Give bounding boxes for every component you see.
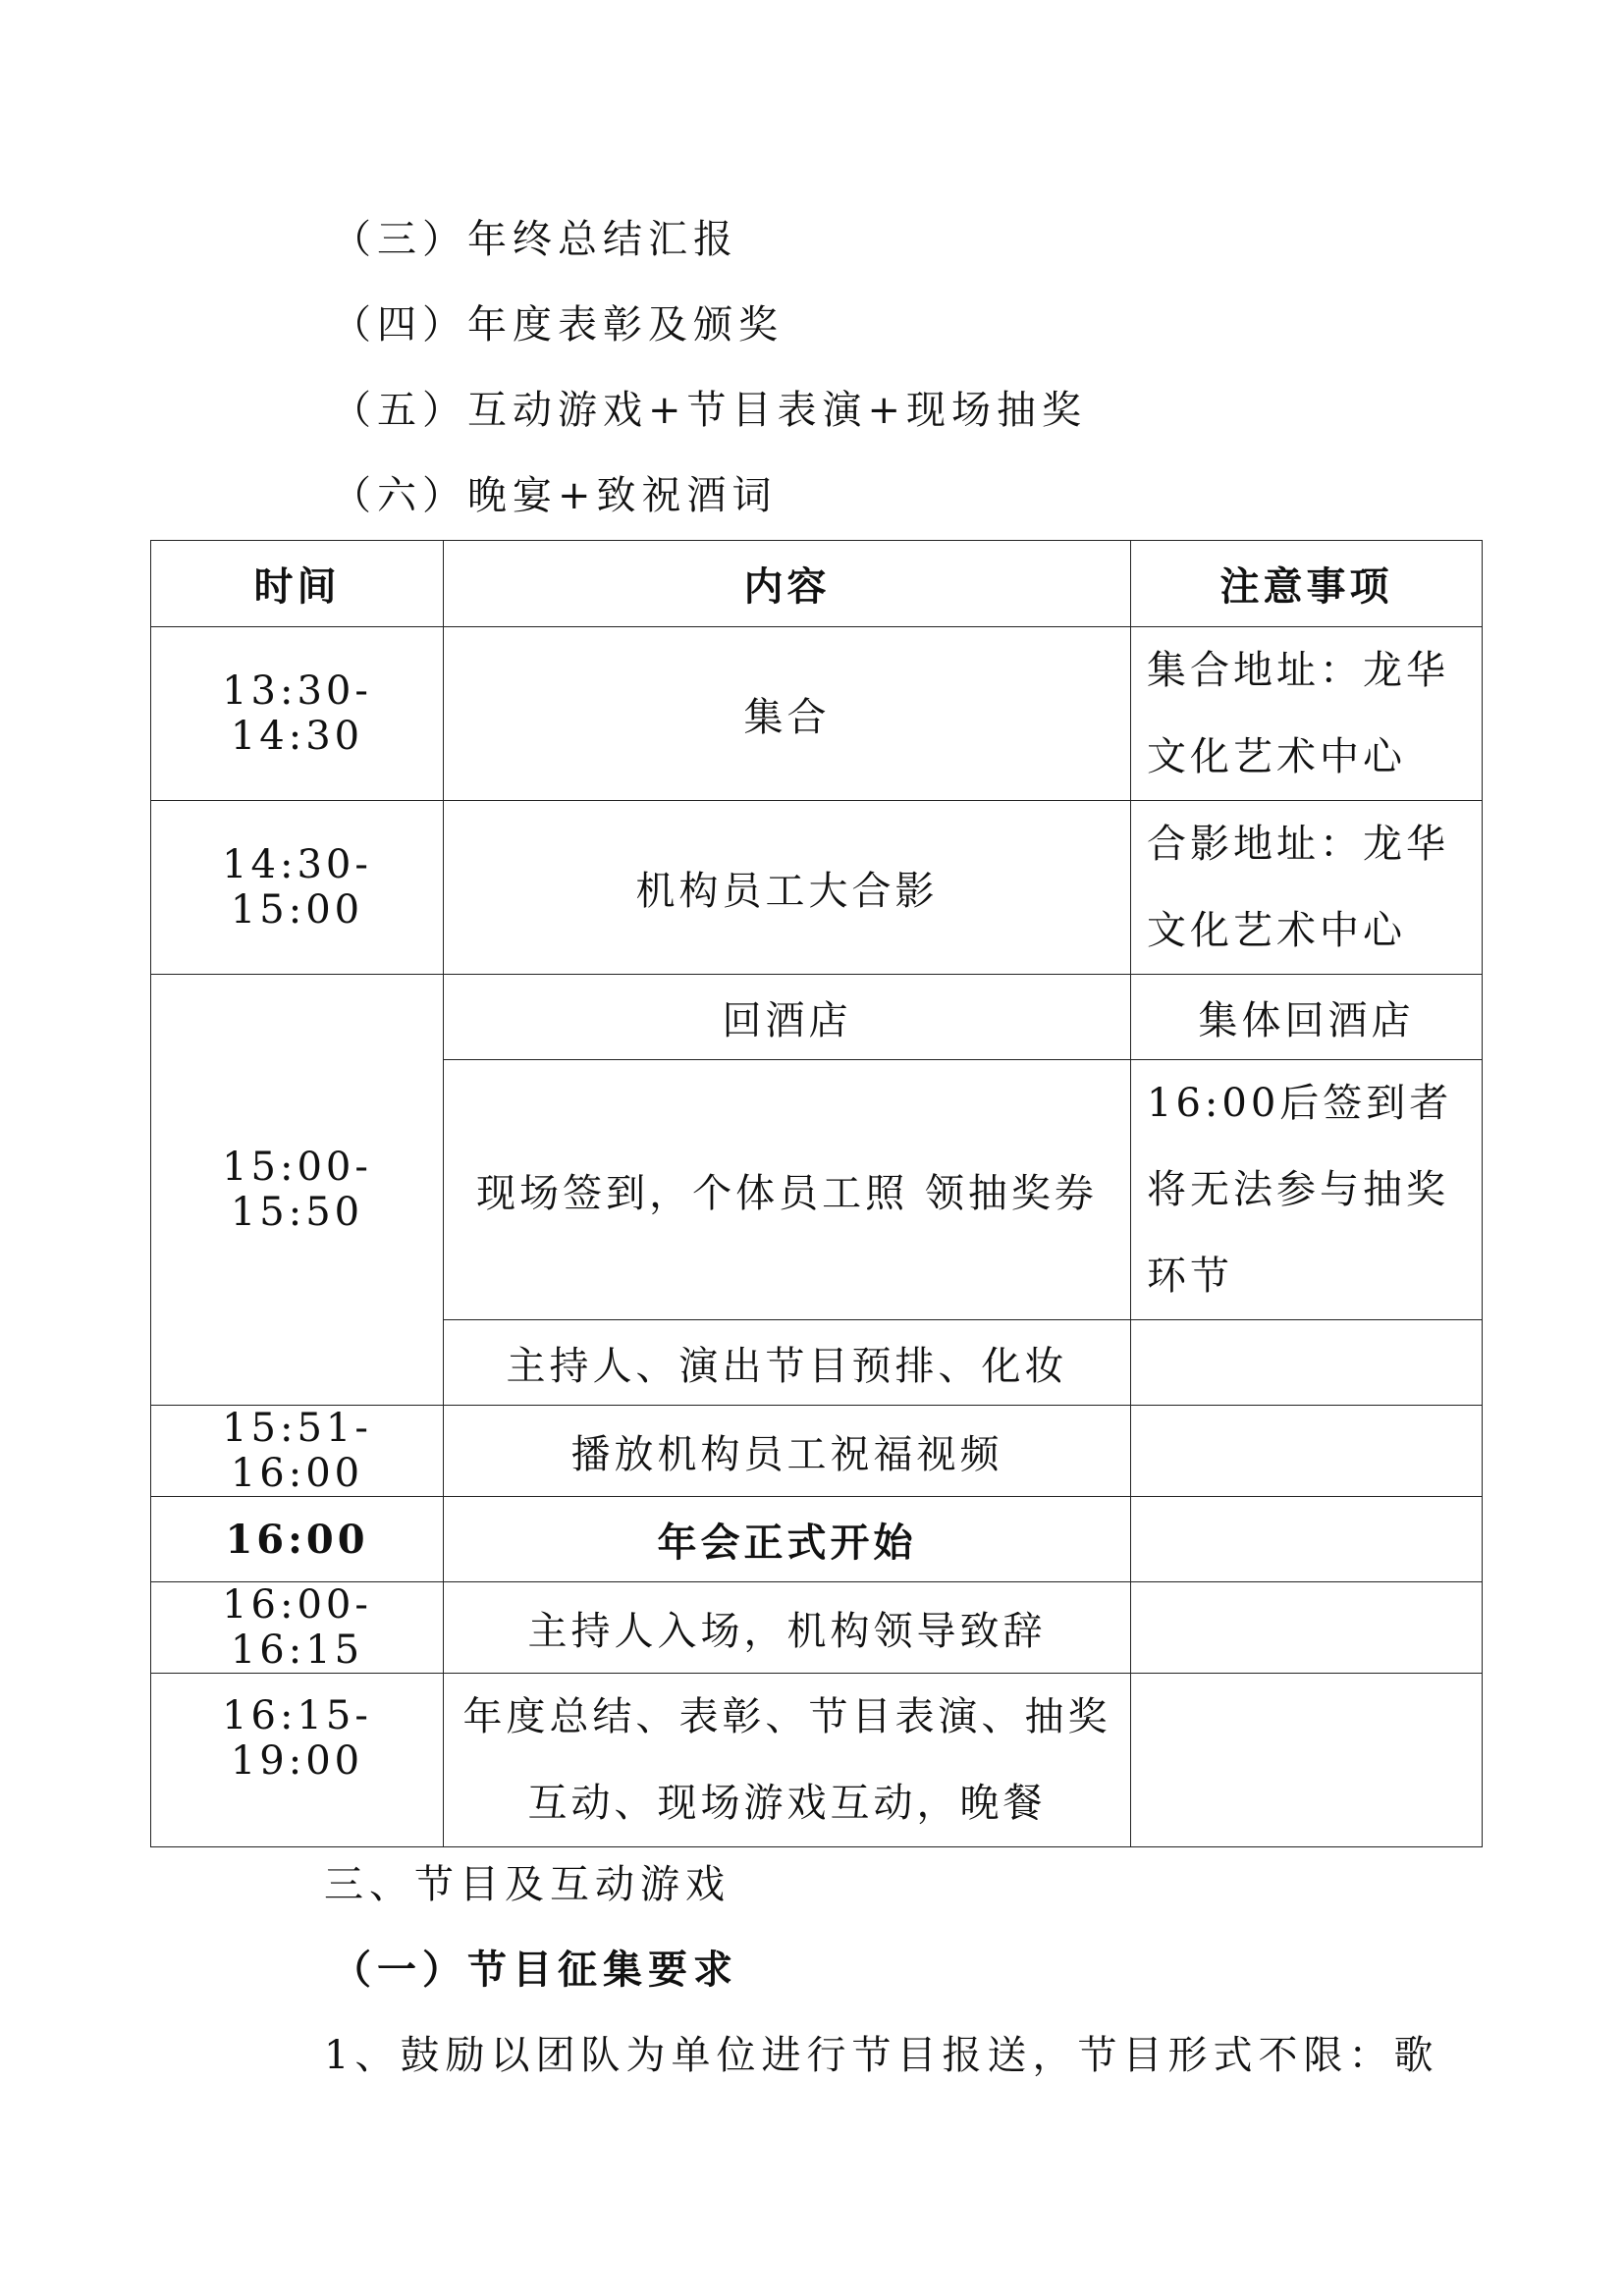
time-cell: 16:00-16:15 <box>151 1582 444 1674</box>
content-cell: 年度总结、表彰、节目表演、抽奖互动、现场游戏互动，晚餐 <box>444 1674 1131 1847</box>
note-cell: 集体回酒店 <box>1131 975 1483 1060</box>
schedule-table <box>150 540 1483 1847</box>
table-row <box>151 1406 1483 1497</box>
content-cell: 机构员工大合影 <box>444 801 1131 975</box>
table-row <box>151 1497 1483 1582</box>
note-cell <box>1131 1582 1483 1674</box>
time-cell: 15:51-16:00 <box>151 1406 444 1497</box>
table-row <box>151 1674 1483 1847</box>
content-cell: 年会正式开始 <box>444 1497 1131 1582</box>
table-row <box>151 1582 1483 1674</box>
table-row <box>151 627 1483 801</box>
table-header-row <box>151 541 1483 627</box>
table-row <box>151 801 1483 975</box>
content-cell: 主持人入场，机构领导致辞 <box>444 1582 1131 1674</box>
header-content: 内容 <box>444 541 1131 627</box>
header-notes: 注意事项 <box>1131 541 1483 627</box>
section-heading: 三、节目及互动游戏 <box>324 1862 731 1907</box>
note-cell: 合影地址：龙华文化艺术中心 <box>1131 801 1483 975</box>
note-cell <box>1131 1497 1483 1582</box>
agenda-item-5: （五）互动游戏+节目表演+现场抽奖 <box>332 388 1088 433</box>
time-cell: 15:00-15:50 <box>151 975 444 1406</box>
time-cell: 16:15-19:00 <box>151 1674 444 1847</box>
note-cell <box>1131 1320 1483 1406</box>
table-row <box>151 975 1483 1060</box>
agenda-item-3: （三）年终总结汇报 <box>332 217 738 262</box>
content-cell: 回酒店 <box>444 975 1131 1060</box>
note-cell <box>1131 1674 1483 1847</box>
content-cell: 主持人、演出节目预排、化妆 <box>444 1320 1131 1406</box>
agenda-item-6: （六）晚宴+致祝酒词 <box>332 473 778 518</box>
subsection-heading: （一）节目征集要求 <box>332 1947 738 1993</box>
agenda-item-4: （四）年度表彰及颁奖 <box>332 302 784 347</box>
header-time: 时间 <box>151 541 444 627</box>
note-cell: 16:00后签到者将无法参与抽奖环节 <box>1131 1060 1483 1320</box>
content-cell: 播放机构员工祝福视频 <box>444 1406 1131 1497</box>
note-cell: 集合地址：龙华文化艺术中心 <box>1131 627 1483 801</box>
body-paragraph: 1、鼓励以团队为单位进行节目报送，节目形式不限：歌 <box>324 2033 1439 2078</box>
time-cell: 14:30-15:00 <box>151 801 444 975</box>
note-cell <box>1131 1406 1483 1497</box>
time-cell: 16:00 <box>151 1497 444 1582</box>
time-cell: 13:30-14:30 <box>151 627 444 801</box>
content-cell: 集合 <box>444 627 1131 801</box>
content-cell: 现场签到，个体员工照 领抽奖券 <box>444 1060 1131 1320</box>
